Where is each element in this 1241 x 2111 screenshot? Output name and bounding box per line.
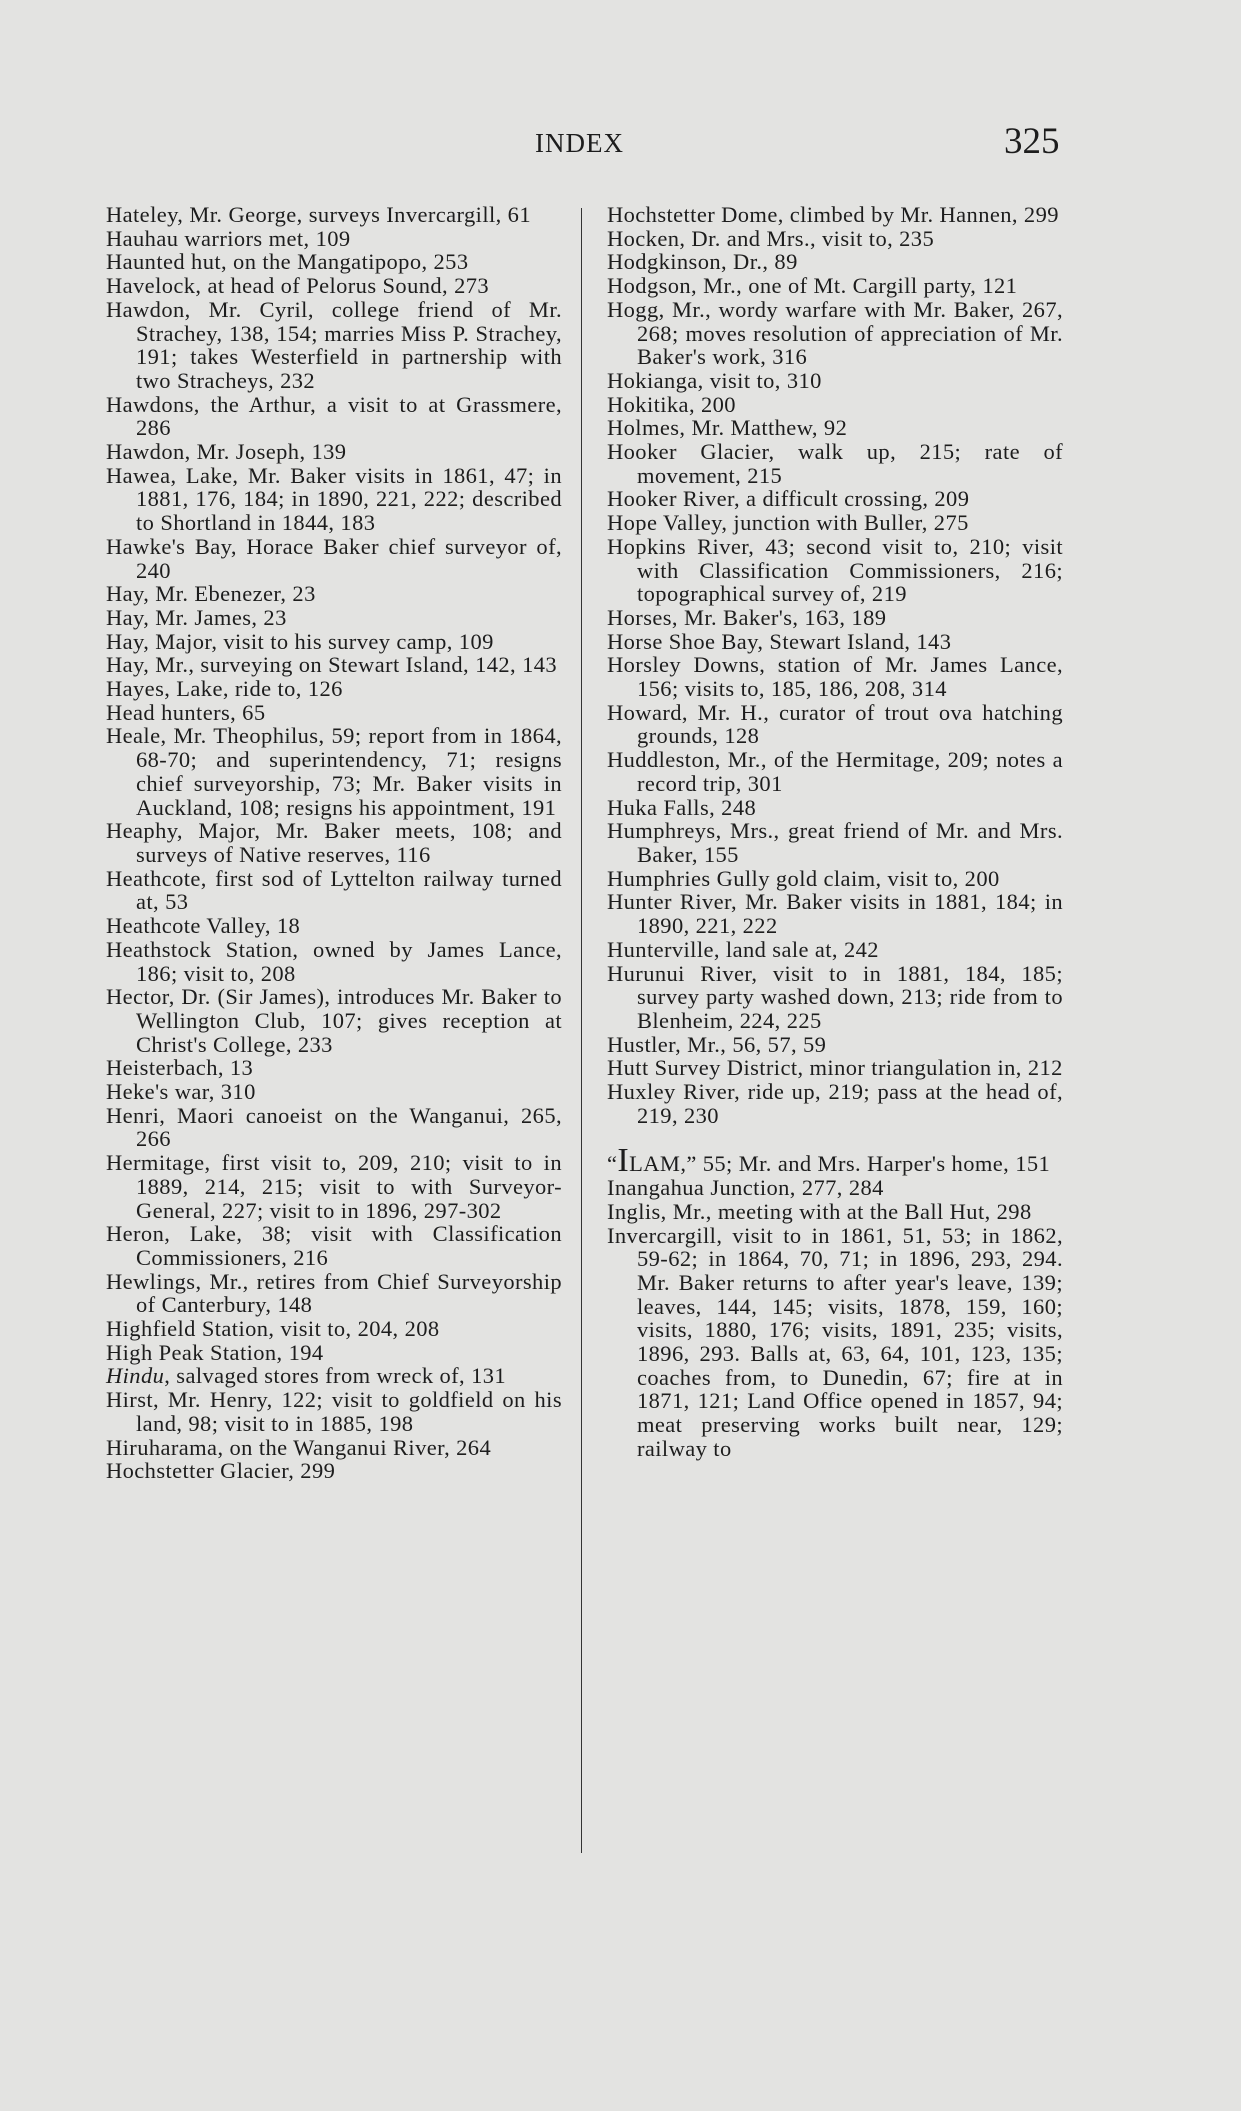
page-number: 325 — [1004, 121, 1060, 162]
column-divider — [581, 208, 582, 1853]
index-entry: Heathstock Station, owned by James Lance, 186; visit to, 208 — [106, 936, 562, 986]
index-entry: Hustler, Mr., 56, 57, 59 — [607, 1031, 827, 1057]
index-entry: Hooker Glacier, walk up, 215; rate of movement, 215 — [607, 439, 1063, 488]
index-entry: Heaphy, Major, Mr. Baker meets, 108; and surveys of Native reserves, 116 — [106, 818, 562, 867]
index-entry: Hateley, Mr. George, surveys Invercargill, 61 — [106, 202, 531, 227]
section-dropcap: I — [617, 1142, 630, 1180]
index-entry: Heathcote, first sod of Lyttelton railway turned at, 53 — [106, 865, 562, 915]
index-entry: Hogg, Mr., wordy warfare with Mr. Baker, 267, 268; moves resolution of appreciation of Mr. Baker's work, 316 — [607, 296, 1063, 370]
index-entry: Hooker River, a difficult crossing, 209 — [607, 486, 970, 512]
index-entry: Horsley Downs, station of Mr. James Lance, 156; visits to, 185, 186, 208, 314 — [607, 652, 1063, 702]
index-entry: Heke's war, 310 — [106, 1079, 256, 1105]
index-entry: Heale, Mr. Theophilus, 59; report from in 1864, 68-70; and superintendency, 71; resigns chief surveyorship, 73; Mr. Baker visits in Auckland, 108; resigns his appointment, 191 — [106, 723, 562, 820]
index-entry: Hay, Mr. James, 23 — [106, 604, 287, 630]
index-entry: Invercargill, visit to in 1861, 51, 53; in 1862, 59-62; in 1864, 70, 71; in 1896, 293, 294. Mr. Baker returns to after year's leave, 139; leaves, 144, 145; visits, 1878, 159, 160; visits, 1880, 176; visits, 1891, 235; visits, 1896, 293. Balls at, 63, 64, 101, 123, 135; coaches from, to Dunedin, 67; fire at in 1871, 121; Land Office opened in 1857, 94; meat preserving works built near, 129; railway to — [607, 1222, 1063, 1461]
open-quote: “ — [607, 1151, 618, 1177]
index-entry: Hawdons, the Arthur, a visit to at Grassmere, 286 — [106, 391, 562, 441]
index-entry: Holmes, Mr. Matthew, 92 — [607, 415, 848, 441]
index-entry: Humphreys, Mrs., great friend of Mr. and Mrs. Baker, 155 — [607, 818, 1063, 867]
index-entry-text: LAM,” 55; Mr. and Mrs. Harper's home, 151 — [629, 1151, 1051, 1177]
index-entry: Horse Shoe Bay, Stewart Island, 143 — [607, 628, 952, 654]
index-entry: Hector, Dr. (Sir James), introduces Mr. Baker to Wellington Club, 107; gives reception at Christ's College, 233 — [106, 984, 562, 1057]
index-entry-text: Hindu, salvaged stores from wreck of, 131 — [106, 1363, 507, 1389]
index-entry: Hope Valley, junction with Buller, 275 — [607, 510, 969, 536]
index-entry: Hay, Major, visit to his survey camp, 109 — [106, 628, 494, 654]
index-entry: Hopkins River, 43; second visit to, 210; visit with Classification Commissioners, 216; topographical survey of, 219 — [607, 533, 1063, 607]
index-entry: Highfield Station, visit to, 204, 208 — [106, 1316, 440, 1342]
page-header — [0, 120, 1241, 170]
index-entry-hindu — [106, 1364, 562, 1388]
index-entry: Hawdon, Mr. Cyril, college friend of Mr. Strachey, 138, 154; marries Miss P. Strachey, 191; takes Westerfield in partnership with two Stracheys, 232 — [106, 296, 562, 393]
index-entry: Heisterbach, 13 — [106, 1055, 254, 1081]
index-entry: Hewlings, Mr., retires from Chief Surveyorship of Canterbury, 148 — [106, 1268, 562, 1318]
index-column-right — [607, 203, 1063, 1461]
index-entry: Hunterville, land sale at, 242 — [607, 936, 879, 962]
index-entry: Heron, Lake, 38; visit with Classification Commissioners, 216 — [106, 1221, 562, 1270]
index-entry: Hawea, Lake, Mr. Baker visits in 1861, 47; in 1881, 176, 184; in 1890, 221, 222; described to Shortland in 1844, 183 — [106, 462, 562, 536]
index-entry: Head hunters, 65 — [106, 699, 266, 725]
index-entry: Hauhau warriors met, 109 — [106, 225, 351, 251]
index-entry: Hermitage, first visit to, 209, 210; visit to in 1889, 214, 215; visit to with Surveyor-General, 227; visit to in 1896, 297-302 — [106, 1150, 562, 1223]
index-entry: Huxley River, ride up, 219; pass at the head of, 219, 230 — [607, 1079, 1063, 1128]
index-entry: Hochstetter Dome, climbed by Mr. Hannen, 299 — [607, 202, 1059, 227]
index-entry: Havelock, at head of Pelorus Sound, 273 — [106, 273, 490, 299]
index-entry: Hay, Mr. Ebenezer, 23 — [106, 581, 316, 607]
index-entry: Haunted hut, on the Mangatipopo, 253 — [106, 249, 469, 275]
index-entry: Huka Falls, 248 — [607, 794, 757, 820]
index-entry: Hodgkinson, Dr., 89 — [607, 249, 798, 275]
index-entry: Hayes, Lake, ride to, 126 — [106, 676, 343, 702]
index-entry: Hay, Mr., surveying on Stewart Island, 142, 143 — [106, 652, 558, 678]
index-entry: Hawke's Bay, Horace Baker chief surveyor of, 240 — [106, 533, 562, 583]
index-entry: Hurunui River, visit to in 1881, 184, 185; survey party washed down, 213; ride from to Blenheim, 224, 225 — [607, 960, 1063, 1033]
index-entry: Hochstetter Glacier, 299 — [106, 1458, 336, 1484]
index-entry: Hunter River, Mr. Baker visits in 1881, 184; in 1890, 221, 222 — [607, 889, 1063, 939]
index-entry: Horses, Mr. Baker's, 163, 189 — [607, 604, 887, 630]
ship-name-italic: Hindu — [106, 1363, 165, 1389]
index-entry: Huddleston, Mr., of the Hermitage, 209; notes a record trip, 301 — [607, 747, 1063, 796]
running-head: INDEX — [535, 128, 624, 158]
index-entry-ilam — [607, 1142, 1063, 1180]
section-gap — [607, 1127, 1063, 1151]
index-entry: Hocken, Dr. and Mrs., visit to, 235 — [607, 225, 935, 251]
index-column-left — [106, 203, 562, 1483]
index-entry: High Peak Station, 194 — [106, 1339, 324, 1365]
index-entry: Hodgson, Mr., one of Mt. Cargill party, 121 — [607, 273, 1018, 299]
index-entry: Henri, Maori canoeist on the Wanganui, 265, 266 — [106, 1102, 562, 1152]
index-entry: Inglis, Mr., meeting with at the Ball Hut, 298 — [607, 1198, 1032, 1224]
index-entry: Hutt Survey District, minor triangulation in, 212 — [607, 1055, 1063, 1081]
index-entry: Hokitika, 200 — [607, 391, 736, 417]
index-entry: Hirst, Mr. Henry, 122; visit to goldfield on his land, 98; visit to in 1885, 198 — [106, 1387, 562, 1436]
index-entry: Heathcote Valley, 18 — [106, 913, 301, 939]
index-entry: Humphries Gully gold claim, visit to, 200 — [607, 865, 1000, 891]
index-entry: Hawdon, Mr. Joseph, 139 — [106, 439, 347, 465]
index-entry: Howard, Mr. H., curator of trout ova hatching grounds, 128 — [607, 699, 1063, 749]
index-entry: Hokianga, visit to, 310 — [607, 367, 822, 393]
index-entry: Inangahua Junction, 277, 284 — [607, 1175, 884, 1201]
index-entry: Hiruharama, on the Wanganui River, 264 — [106, 1434, 492, 1460]
